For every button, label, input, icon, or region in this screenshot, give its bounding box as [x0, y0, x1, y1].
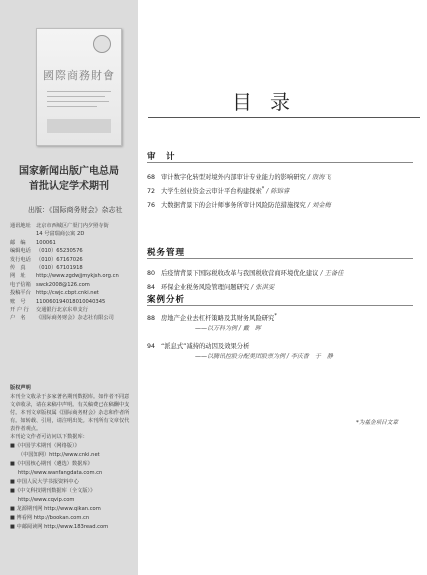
copyright-heading: 版权声明 [10, 385, 31, 391]
toc-rule [148, 117, 420, 118]
toc-page-number: 76 [147, 202, 156, 210]
contact-row [10, 272, 136, 280]
copyright-note: 本刊全文收录于多家著名期刊数据库。如作者不同意文章收录，请在来稿中声明。有关稿费已在稿酬中支付。本刊文章版权属《国际商务财会》杂志和作者所有。如转载、引用，请注明出处。本刊所有文章仅代表作者观点。 [10, 394, 130, 432]
toc-entry[interactable] [147, 185, 289, 196]
database-item: （中国知网）http://www.cnki.net [18, 452, 100, 458]
contact-label: 电子信箱 [10, 281, 31, 288]
section-heading: 案例分析 [147, 295, 186, 305]
contact-label: 编辑电话 [10, 248, 31, 255]
contact-label: 通讯地址 [10, 223, 31, 229]
toc-entry-subtitle: ——以腾讯控股分配美团股票为例 / 李庆香 于 静 [195, 353, 333, 360]
toc-page-number: 94 [147, 343, 156, 351]
contact-row [10, 289, 136, 297]
contact-value: http://cwjc.cbpt.cnki.net [36, 290, 99, 297]
section-rule [147, 162, 413, 163]
contact-value: 《国际商务财会》杂志社有限公司 [36, 315, 114, 322]
toc-entry-title: 房地产企业去杠杆策略及其财务风险研究 [161, 315, 275, 323]
toc-entry-title: 后疫情背景下国际税收改革与我国税收营商环境优化建议 [161, 270, 319, 278]
toc-entry-author: / 殷海飞 [307, 174, 331, 182]
contact-label: 开 户 行 [10, 307, 29, 314]
contact-value: （010）65230576 [36, 248, 83, 255]
contact-row [10, 222, 136, 230]
fund-footnote: *为基金项目文章 [356, 420, 398, 426]
contact-row [10, 230, 136, 238]
toc-page-number: 80 [147, 270, 156, 278]
cover-text-line [47, 96, 105, 97]
cover-image-block [47, 119, 111, 133]
database-item: ■ 中国人民大学书报资料中心 [10, 479, 79, 485]
toc-entry-title: 环保企业税务风险管理问题研究 [161, 284, 250, 292]
contact-label [10, 230, 36, 238]
toc-entry-title: “派息式”减持的动因及效果分析 [161, 343, 250, 351]
sidebar [0, 0, 138, 575]
cover-text-line [47, 101, 109, 102]
publisher-label: 出版： [28, 206, 49, 214]
contact-value: 北京市西城区广渠门内夕照寺街 [36, 223, 109, 229]
contact-value: 100061 [36, 239, 56, 246]
authority-line-1: 国家新闻出版广电总局 [19, 166, 119, 177]
toc-entry[interactable] [147, 312, 277, 323]
fund-star-mark: * [261, 186, 265, 192]
contact-value: 14 号富瑞商公寓 2D [36, 231, 85, 238]
contact-row [10, 314, 136, 322]
toc-entry-subtitle: ——以万科为例 / 戴 晖 [195, 325, 261, 332]
database-item: ■ 龙源期刊网 http://www.qikan.com [10, 506, 101, 512]
toc-page-number: 68 [147, 174, 156, 182]
cover-text-line [47, 91, 111, 92]
toc-page-number: 84 [147, 284, 156, 292]
database-list [10, 442, 132, 532]
database-item: http://www.wanfangdata.com.cn [18, 470, 103, 476]
contact-row [10, 281, 136, 289]
contact-value: swck2008@126.com [36, 281, 90, 288]
toc-page-number: 88 [147, 315, 156, 323]
contact-label: 户 名 [10, 315, 26, 322]
contact-row [10, 264, 136, 272]
toc-entry-author: / 刘金梅 [307, 202, 331, 210]
contact-label: 邮 编 [10, 239, 26, 246]
contact-row [10, 306, 136, 314]
fund-star-mark: * [274, 313, 277, 319]
cover-text-line [47, 106, 97, 107]
contact-row [10, 256, 136, 264]
toc-entry-title: 大学生创业资金云审计平台构建探索 [161, 188, 262, 196]
toc-entry[interactable] [147, 281, 274, 292]
publisher-value: 《国际商务财会》杂志社 [49, 206, 123, 214]
contact-value: （010）67167026 [36, 256, 83, 263]
journal-cover [36, 28, 122, 146]
contact-value: 11006019401801004034​5 [36, 298, 106, 305]
contact-value: http://www.zgdwjjmykjsh.org.cn [36, 273, 119, 280]
contact-value: 交通银行北京东单支行 [36, 307, 88, 314]
database-intro: 本刊论文作者可访问以下数据库： [10, 434, 88, 440]
database-item: http://www.cqvip.com [18, 497, 75, 503]
contact-value: （010）67101918 [36, 265, 83, 272]
contact-label: 发行电话 [10, 256, 31, 263]
database-item: ■《中国学术期刊（网络版）》 [10, 443, 80, 449]
section-heading: 税务管理 [147, 248, 186, 258]
contact-label: 投稿平台 [10, 290, 31, 297]
toc-entry-author: / 张淇雯 [251, 284, 275, 292]
contact-row [10, 298, 136, 306]
copyright-block [10, 384, 132, 532]
cover-seal-icon [93, 35, 111, 53]
toc-entry-title: 审计数字化转型对境外内部审计专业能力的影响研究 [161, 174, 306, 182]
toc-entry[interactable] [147, 199, 331, 210]
contact-info [10, 222, 136, 323]
toc-entry[interactable] [147, 171, 331, 182]
contact-label: 账 号 [10, 298, 26, 305]
toc-entry-title: 大数据背景下的会计师事务所审计风险防范措施探究 [161, 202, 306, 210]
section-heading: 审 计 [147, 152, 176, 162]
cover-brand: 國際商務財會 [43, 69, 115, 82]
authority-line-2: 首批认定学术期刊 [29, 181, 109, 192]
toc-entry[interactable] [147, 340, 249, 351]
database-item: ■《中国核心期刊（遴选）数据库》 [10, 461, 93, 467]
toc-page-number: 72 [147, 188, 156, 196]
toc-title: 目录 [232, 90, 308, 114]
contact-row [10, 239, 136, 247]
section-rule [147, 305, 413, 306]
contact-label: 网 址 [10, 273, 26, 280]
toc-entry-author: / 王备佳 [320, 270, 344, 278]
toc-entry-author: / 陈锦睿 [266, 188, 290, 196]
contact-label: 传 真 [10, 265, 26, 272]
toc-entry[interactable] [147, 267, 343, 278]
contact-row [10, 247, 136, 255]
section-rule [147, 258, 413, 259]
database-item: ■ 博看网 http://bookan.com.cn [10, 515, 90, 521]
publisher [28, 205, 123, 215]
database-item: ■《中文科技期刊数据库（全文版）》 [10, 488, 96, 494]
database-item: ■ 中邮阅读网 http://www.183read.com [10, 524, 109, 530]
